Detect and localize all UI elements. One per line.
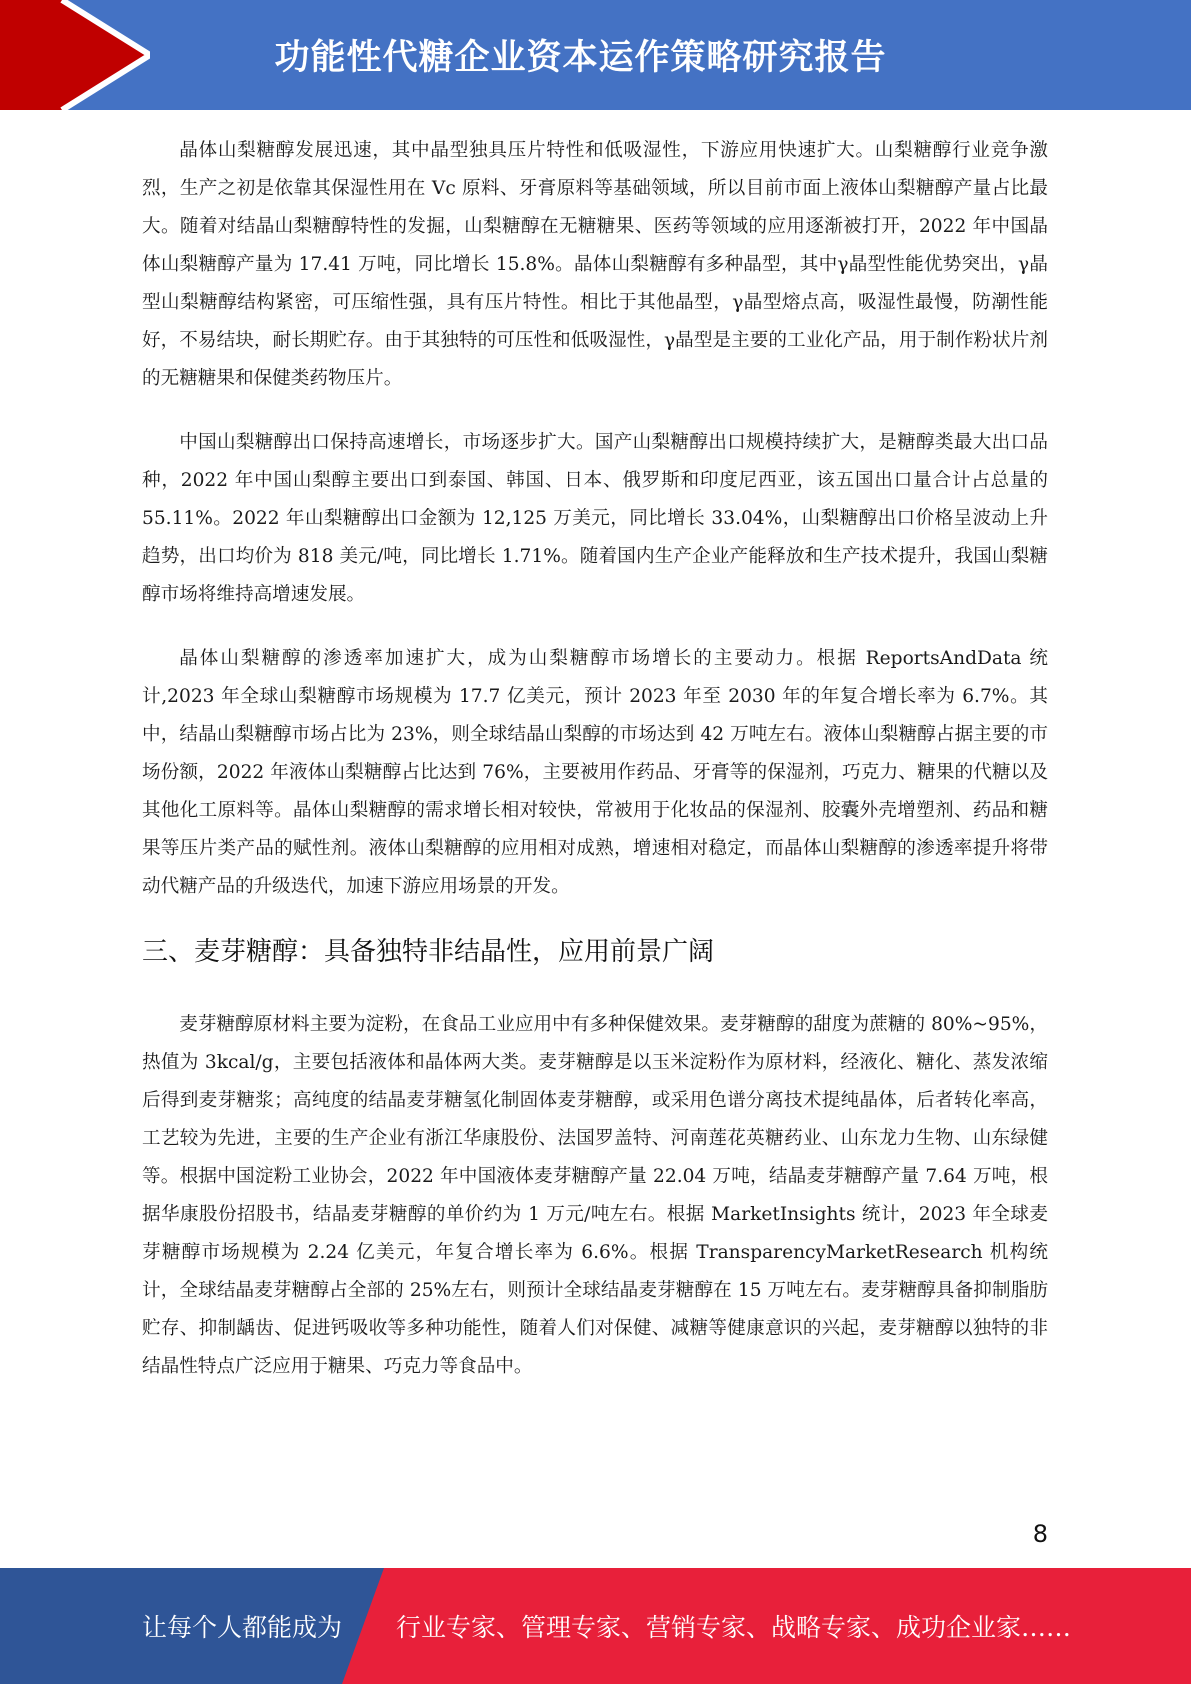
header-bar bbox=[0, 0, 1191, 110]
report-title: 功能性代糖企业资本运作策略研究报告 bbox=[274, 38, 887, 78]
paragraph-2: 中国山梨糖醇出口保持高速增长，市场逐步扩大。国产山梨糖醇出口规模持续扩大，是糖醇类最大出口品种，2022 年中国山梨醇主要出口到泰国、韩国、日本、俄罗斯和印度尼西亚，该五国出口量合计占总量的 55.11%。2022 年山梨糖醇出口金额为 12,125 万美元，同比增长 33.04%，山梨糖醇出口价格呈波动上升趋势，出口均价为 818 美元/吨，同比增长 1.71%。随着国内生产企业产能释放和生产技术提升，我国山梨糖醇市场将维持高增速发展。 bbox=[142, 432, 1048, 605]
paragraph-1: 晶体山梨糖醇发展迅速，其中晶型独具压片特性和低吸湿性，下游应用快速扩大。山梨糖醇行业竞争激烈，生产之初是依靠其保湿性用在 Vc 原料、牙膏原料等基础领域，所以目前市面上液体山梨糖醇产量占比最大。随着对结晶山梨糖醇特性的发掘，山梨糖醇在无糖糖果、医药等领域的应用逐渐被打开，2022 年中国晶体山梨糖醇产量为 17.41 万吨，同比增长 15.8%。晶体山梨糖醇有多种晶型，其中γ晶型性能优势突出，γ晶型山梨糖醇结构紧密，可压缩性强，具有压片特性。相比于其他晶型，γ晶型熔点高，吸湿性最慢，防潮性能好，不易结块，耐长期贮存。由于其独特的可压性和低吸湿性，γ晶型是主要的工业化产品，用于制作粉状片剂的无糖糖果和保健类药物压片。 bbox=[142, 140, 1048, 389]
document-body bbox=[142, 132, 1048, 1412]
paragraph-3: 晶体山梨糖醇的渗透率加速扩大，成为山梨糖醇市场增长的主要动力。根据 ReportsAndData 统计,2023 年全球山梨糖醇市场规模为 17.7 亿美元，预计 2023 年至 2030 年的年复合增长率为 6.7%。其中，结晶山梨糖醇市场占比为 23%，则全球结晶山梨醇的市场达到 42 万吨左右。液体山梨糖醇占据主要的市场份额，2022 年液体山梨糖醇占比达到 76%，主要被用作药品、牙膏等的保湿剂，巧克力、糖果的代糖以及其他化工原料等。晶体山梨糖醇的需求增长相对较快，常被用于化妆品的保湿剂、胶囊外壳增塑剂、药品和糖果等压片类产品的赋性剂。液体山梨糖醇的应用相对成熟，增速相对稳定，而晶体山梨糖醇的渗透率提升将带动代糖产品的升级迭代，加速下游应用场景的开发。 bbox=[142, 648, 1048, 897]
page-number: 8 bbox=[1032, 1520, 1048, 1548]
section-heading: 三、麦芽糖醇：具备独特非结晶性，应用前景广阔 bbox=[142, 937, 715, 967]
footer-slogan-left: 让每个人都能成为 bbox=[142, 1613, 343, 1642]
footer-slogan-right: 行业专家、管理专家、营销专家、战略专家、成功企业家…… bbox=[396, 1613, 1072, 1642]
section-paragraph: 麦芽糖醇原材料主要为淀粉，在食品工业应用中有多种保健效果。麦芽糖醇的甜度为蔗糖的 80%~95%，热值为 3kcal/g，主要包括液体和晶体两大类。麦芽糖醇是以玉米淀粉作为原材料，经液化、糖化、蒸发浓缩后得到麦芽糖浆；高纯度的结晶麦芽糖氢化制固体麦芽糖醇，或采用色谱分离技术提纯晶体，后者转化率高，工艺较为先进，主要的生产企业有浙江华康股份、法国罗盖特、河南莲花英糖药业、山东龙力生物、山东绿健等。根据中国淀粉工业协会，2022 年中国液体麦芽糖醇产量 22.04 万吨，结晶麦芽糖醇产量 7.64 万吨，根据华康股份招股书，结晶麦芽糖醇的单价约为 1 万元/吨左右。根据 MarketInsights 统计，2023 年全球麦芽糖醇市场规模为 2.24 亿美元，年复合增长率为 6.6%。根据 TransparencyMarketResearch 机构统计，全球结晶麦芽糖醇占全部的 25%左右，则预计全球结晶麦芽糖醇在 15 万吨左右。麦芽糖醇具备抑制脂肪贮存、抑制龋齿、促进钙吸收等多种功能性，随着人们对保健、减糖等健康意识的兴起，麦芽糖醇以独特的非结晶性特点广泛应用于糖果、巧克力等食品中。 bbox=[142, 1014, 1048, 1377]
